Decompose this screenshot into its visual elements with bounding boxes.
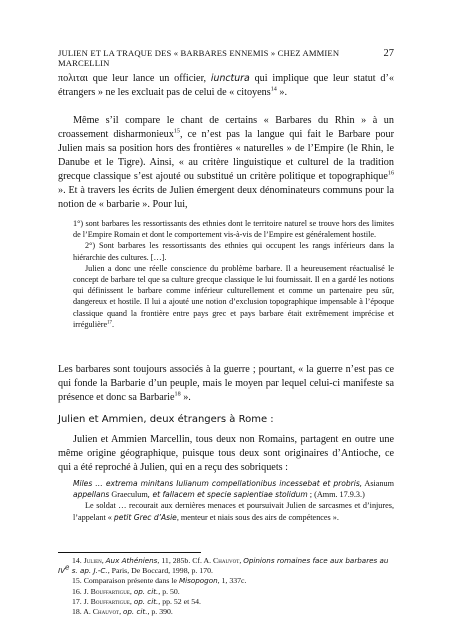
greek-word: πολιται <box>58 73 88 84</box>
footnote-17: 17. J. Bouffartigue, op. cit., pp. 52 et 54. <box>72 596 201 606</box>
footnote-divider <box>58 552 201 553</box>
latin-quote: Miles … extrema minitans Iulianum compellationibus incessebat et probris, Asianum appellans Graeculum, et fallacem et specie sapientiae stolidum ; (Amm. 17.9.3.) Le soldat … recourait aux dernières menaces et poursuivait Julien de sarcasmes et d’injures, l’appelant « petit Grec d’Asie, menteur et niais sous des airs de compétences ». <box>73 479 394 522</box>
page-number: 27 <box>383 48 394 59</box>
quote-commentary: Julien a donc une réelle conscience du problème barbare. Il a heureusement réactualisé le concept de barbare tel que sa culture grecque classique le lui fournissait. Il en a gardé les notions qui définissent le barbare comme inférieur culturellement et comme un partenaire peu sûr, dangereux et hostile. Il lui a ajouté une notion d’exclusion topographique impensable à l’époque classique quand la frontière entre pays grec et pays barbare était extrêmement imprécise et irrégulière$^{17}$. <box>73 263 394 329</box>
footnote-ref-18[interactable]: 18 <box>174 391 181 398</box>
latin-term: iunctura <box>210 73 250 84</box>
paragraph-1: πολιται que leur lance un officier, iunctura qui implique que leur statut d’« étrangers » ne les excluait pas de celui de « citoyens$^{14}$ ». <box>58 73 394 98</box>
paragraph-2: Même s’il compare le chant de certains « Barbares du Rhin » à un croassement disharmonieux$^{15}$, ce n’est pas la langue qui fait le Barbare pour Julien mais sa position hors des frontières « naturelles » de l’Empire (le Rhin, le Danube et le Tigre). Ainsi, « au critère linguistique et culturel de la tradition grecque classique s’est ajouté ou substitué un critère politique et topographique$^{16}$ ». Et à travers les écrits de Julien émergent deux dénominateurs communs pour la notion de « barbarie ». Pour lui, <box>58 115 394 210</box>
paragraph-4: Julien et Ammien Marcellin, tous deux non Romains, partagent en outre une même origine géographique, puisque tous deux sont originaires d’Antioche, ce qui a été reproché à Julien, qui en a reçu des sobriquets : <box>58 434 394 473</box>
running-title: JULIEN ET LA TRAQUE DES « BARBARES ENNEMIS » CHEZ AMMIEN MARCELLIN <box>58 48 340 68</box>
footnote-ref-16[interactable]: 16 <box>387 170 394 177</box>
footnote-ref-15[interactable]: 15 <box>173 128 180 135</box>
block-quote <box>58 218 394 330</box>
footnote-18: 18. A. Chauvot, op. cit., p. 390. <box>72 607 173 617</box>
section-heading: Julien et Ammien, deux étrangers à Rome : <box>58 414 274 425</box>
footnotes <box>58 556 394 617</box>
paragraph-3: Les barbares sont toujours associés à la guerre ; pourtant, « la guerre n’est pas ce qui fonde la Barbarie d’un peuple, mais le moyen par lequel celui-ci manifeste sa présence et donc sa Barbarie$^{18}$ ». <box>58 364 394 403</box>
footnote-15: 15. Comparaison présente dans le Misopogon, 1, 337c. <box>72 576 247 586</box>
quote-item-1: 1°) sont barbares les ressortissants des ethnies dont le territoire naturel se trouve hors des limites de l’Empire Romain et dont le comportement vis-à-vis de l’Empire est généralement hostile. <box>73 219 394 240</box>
page-header <box>58 48 394 68</box>
footnote-ref-14[interactable]: 14 <box>270 86 277 93</box>
quote-item-2: 2°) Sont barbares les ressortissants des ethnies qui occupent les rangs inférieurs dans la hiérarchie des cultures. […]. <box>73 241 394 262</box>
footnote-ref-17[interactable]: 17 <box>107 320 112 326</box>
footnote-16: 16. J. Bouffartigue, op. cit., p. 50. <box>72 586 180 596</box>
footnote-14: 14. Julien, Aux Athéniens, 11, 285b. Cf. A. Chauvot, Opinions romaines face aux barbares au IVe s. ap. J.-C., Paris, De Boccard, 1998, p. 170. <box>58 556 389 576</box>
